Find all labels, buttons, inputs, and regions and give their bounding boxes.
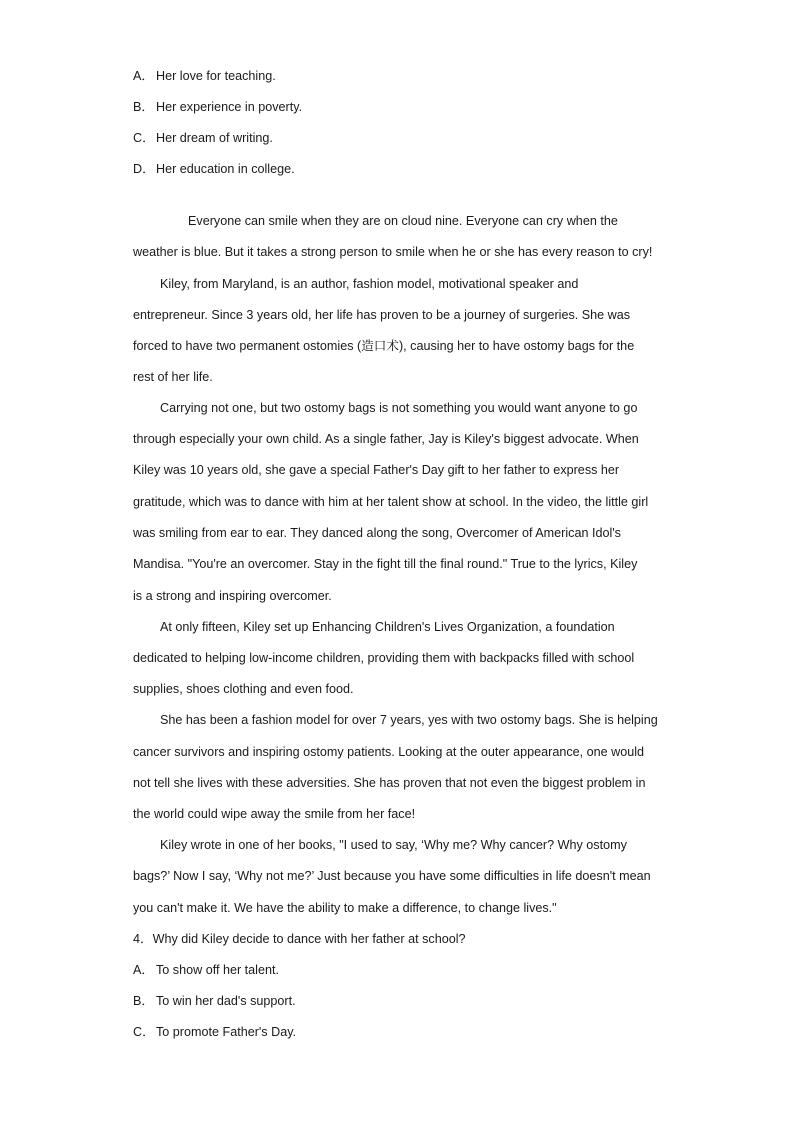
passage-line: forced to have two permanent ostomies (造口术), causing her to have ostomy bags for the <box>133 339 635 353</box>
question-option-b <box>133 993 296 1009</box>
passage-line: through especially your own child. As a single father, Jay is Kiley's biggest advocate. When <box>133 432 639 446</box>
option-letter: B． <box>133 994 154 1008</box>
question-option-a <box>133 962 279 978</box>
passage-line: bags?’ Now I say, ‘Why not me?’ Just because you have some difficulties in life doesn't mean <box>133 869 651 883</box>
passage-line: cancer survivors and inspiring ostomy patients. Looking at the outer appearance, one would <box>133 745 645 759</box>
option-d <box>133 161 295 177</box>
passage-line: rest of her life. <box>133 370 213 384</box>
passage-line: Kiley wrote in one of her books, "I used to say, ‘Why me? Why cancer? Why ostomy <box>160 838 627 852</box>
passage-line: She has been a fashion model for over 7 years, yes with two ostomy bags. She is helping <box>160 713 658 727</box>
option-b <box>133 99 302 115</box>
option-text: To win her dad's support. <box>156 994 296 1008</box>
passage-line: Everyone can smile when they are on cloud nine. Everyone can cry when the <box>188 214 618 228</box>
passage-line: you can't make it. We have the ability to make a difference, to change lives." <box>133 901 557 915</box>
option-c <box>133 130 273 146</box>
passage-line: Kiley was 10 years old, she gave a special Father's Day gift to her father to express her <box>133 463 620 477</box>
option-letter: C． <box>133 1025 155 1039</box>
passage-line: the world could wipe away the smile from her face! <box>133 807 416 821</box>
option-a <box>133 68 276 84</box>
question-option-c <box>133 1024 296 1040</box>
option-text: Her love for teaching. <box>156 69 276 83</box>
option-letter: B． <box>133 100 154 114</box>
passage-line: was smiling from ear to ear. They danced along the song, Overcomer of American Idol's <box>133 526 621 540</box>
option-text: To show off her talent. <box>156 963 279 977</box>
passage-line: is a strong and inspiring overcomer. <box>133 589 332 603</box>
passage-line: Carrying not one, but two ostomy bags is not something you would want anyone to go <box>160 401 638 415</box>
passage-line: Mandisa. "You're an overcomer. Stay in the fight till the final round." True to the lyrics, Kiley <box>133 557 638 571</box>
passage-line: gratitude, which was to dance with him at her talent show at school. In the video, the little girl <box>133 495 649 509</box>
passage-line: weather is blue. But it takes a strong person to smile when he or she has every reason to cry! <box>133 245 653 259</box>
option-letter: A． <box>133 963 154 977</box>
option-text: Her dream of writing. <box>156 131 273 145</box>
option-letter: C． <box>133 131 155 145</box>
option-text: Her education in college. <box>156 162 295 176</box>
option-letter: D． <box>133 162 155 176</box>
passage-line: supplies, shoes clothing and even food. <box>133 682 354 696</box>
passage-line: At only fifteen, Kiley set up Enhancing Children's Lives Organization, a foundation <box>160 620 615 634</box>
option-letter: A． <box>133 69 154 83</box>
question-stem: 4．Why did Kiley decide to dance with her father at school? <box>133 932 466 946</box>
option-text: To promote Father's Day. <box>156 1025 297 1039</box>
passage-line: Kiley, from Maryland, is an author, fashion model, motivational speaker and <box>160 277 579 291</box>
passage-line: not tell she lives with these adversities. She has proven that not even the biggest problem in <box>133 776 646 790</box>
option-text: Her experience in poverty. <box>156 100 303 114</box>
passage-line: entrepreneur. Since 3 years old, her life has proven to be a journey of surgeries. She was <box>133 308 631 322</box>
passage-line: dedicated to helping low-income children, providing them with backpacks filled with school <box>133 651 635 665</box>
